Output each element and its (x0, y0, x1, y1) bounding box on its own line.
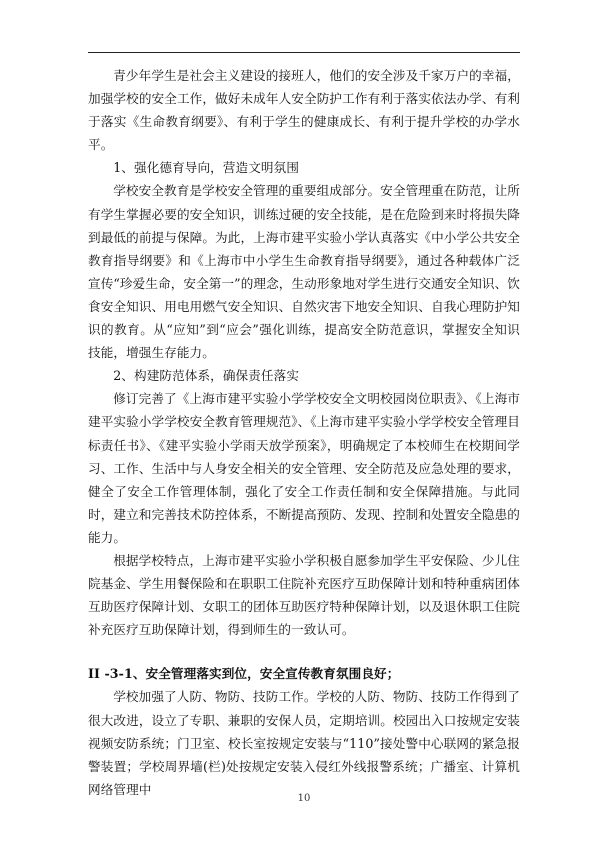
header-rule (88, 52, 520, 53)
section-heading-1: 1、强化德育导向，营造文明氛围 (113, 160, 300, 176)
page-number: 10 (297, 793, 311, 804)
paragraph-regulations: 修订完善了《上海市建平实验小学学校安全文明校园岗位职责》、《上海市建平实验小学学校安全教育管理规范》、《上海市建平实验小学学校安全管理目标责任书》、《建平实验小学雨天放学预案》，明确规定了本校师生在校期间学习、工作、生活中与人身安全相关的安全管理、安全防范及应急处理的要求，健全了安全工作管理体制，强化了安全工作责任制和安全保障措施。与此同时，建立和完善技术防控体系，不断提高预防、发现、控制和处置安全隐患的能力。 (88, 391, 520, 545)
paragraph-safety-education: 学校安全教育是学校安全管理的重要组成部分。安全管理重在防范，让所有学生掌握必要的安全知识，训练过硬的安全技能，是在危险到来时将损失降到最低的前提与保障。为此，上海市建平实验小学认真落实《中小学公共安全教育指导纲要》和《上海市中小学生生命教育指导纲要》，通过各种载体广泛宣传“珍爱生命，安全第一”的理念，生动形象地对学生进行交通安全知识、饮食安全知识、用电用燃气安全知识、自然灾害下地安全知识、自我心理防护知识的教育。从“应知”到“应会”强化训练，提高安全防范意识，掌握安全知识技能，增强生存能力。 (88, 183, 520, 361)
section-heading-3: II -3-1、安全管理落实到位，安全宣传教育氛围良好； (88, 666, 400, 682)
paragraph-security-measures: 学校加强了人防、物防、技防工作。学校的人防、物防、技防工作得到了很大改进，设立了专职、兼职的安保人员，定期培训。校园出入口按规定安装视频安防系统；门卫室、校长室按规定安装与“110”接处警中心联网的紧急报警装置；学校周界墙(栏)处按规定安装入侵红外线报警系统；广播室、计算机网络管理中 (88, 689, 520, 797)
paragraph-insurance: 根据学校特点，上海市建平实验小学积极自愿参加学生平安保险、少儿住院基金、学生用餐保险和在职职工住院补充医疗互助保障计划和特种重病团体互助医疗保障计划、女职工的团体互助医疗特种保障计划，以及退休职工住院补充医疗互助保障计划，得到师生的一致认可。 (88, 552, 520, 638)
section-heading-2: 2、构建防范体系，确保责任落实 (113, 368, 300, 384)
paragraph-intro: 青少年学生是社会主义建设的接班人，他们的安全涉及千家万户的幸福，加强学校的安全工作，做好未成年人安全防护工作有利于落实依法办学、有利于落实《生命教育纲要》、有利于学生的健康成长、有利于提升学校的办学水平。 (88, 68, 520, 153)
body-text (88, 64, 520, 801)
